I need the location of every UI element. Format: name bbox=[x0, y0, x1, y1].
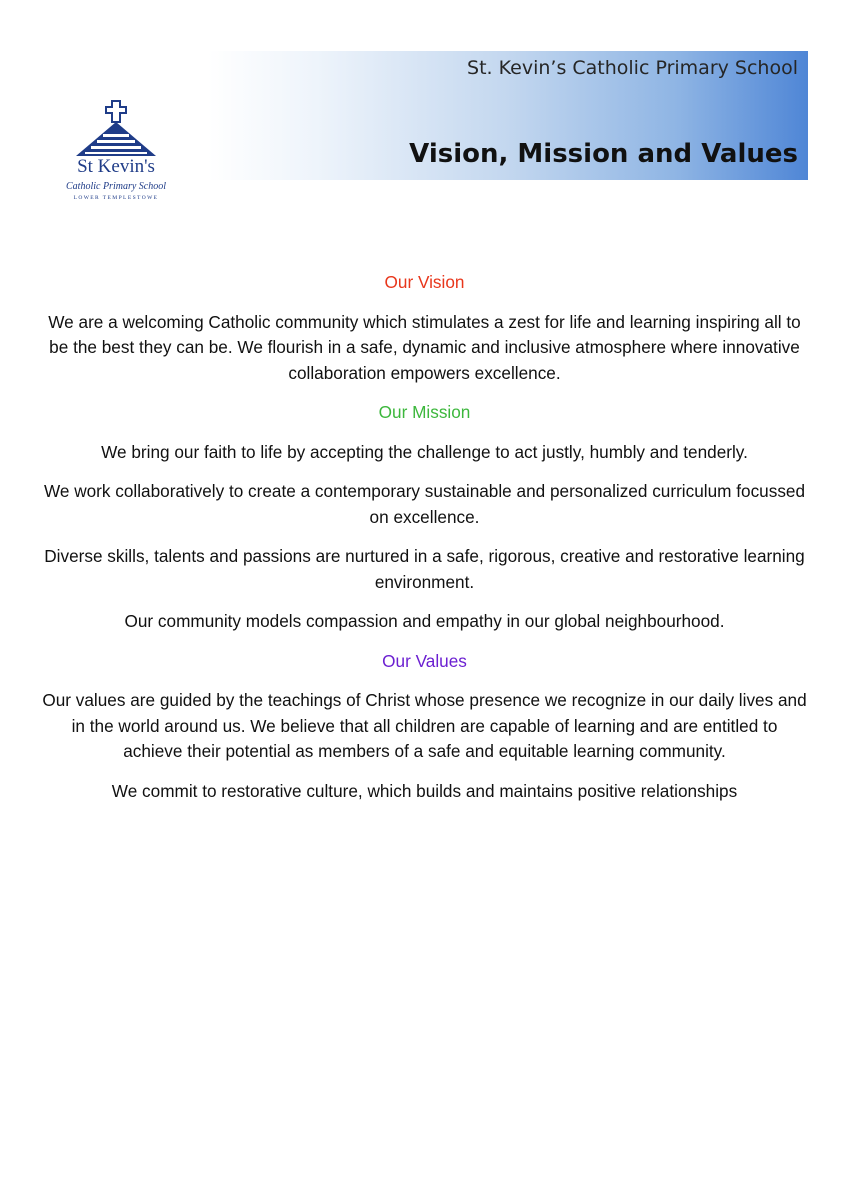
mission-heading: Our Mission bbox=[378, 402, 471, 422]
values-paragraph: Our values are guided by the teachings of Christ whose presence we recognize in our daily lives and in the world around us. We believe that all children are capable of learning and are entitled to achieve their potential as members of a safe and equitable learning community. bbox=[42, 690, 807, 761]
church-roof-icon bbox=[56, 98, 176, 160]
logo-location: LOWER TEMPLESTOWE bbox=[73, 195, 159, 201]
header-banner bbox=[208, 51, 808, 180]
values-heading: Our Values bbox=[382, 650, 467, 671]
school-logo bbox=[56, 98, 176, 208]
mission-paragraph: We bring our faith to life by accepting the challenge to act justly, humbly and tenderly. bbox=[101, 441, 748, 462]
mission-paragraph: Diverse skills, talents and passions are nurtured in a safe, rigorous, creative and restorative learning environment. bbox=[44, 546, 805, 592]
mission-paragraph: Our community models compassion and empathy in our global neighbourhood. bbox=[124, 611, 725, 631]
logo-school-name: St Kevin's bbox=[77, 156, 155, 177]
vision-paragraph: We are a welcoming Catholic community which stimulates a zest for life and learning inspiring all to be the best they can be. We flourish in a safe, dynamic and inclusive atmosphere where innovative collaboration empowers excellence. bbox=[48, 311, 801, 383]
document-body bbox=[40, 270, 809, 818]
page-title: Vision, Mission and Values bbox=[409, 139, 798, 169]
vision-heading: Our Vision bbox=[384, 272, 465, 292]
header-school-name: St. Kevin’s Catholic Primary School bbox=[467, 57, 798, 79]
values-paragraph: We commit to restorative culture, which builds and maintains positive relationships bbox=[111, 780, 738, 801]
mission-paragraph: We work collaboratively to create a contemporary sustainable and personalized curriculum focussed on excellence. bbox=[43, 481, 806, 527]
logo-subtitle: Catholic Primary School bbox=[66, 181, 166, 192]
